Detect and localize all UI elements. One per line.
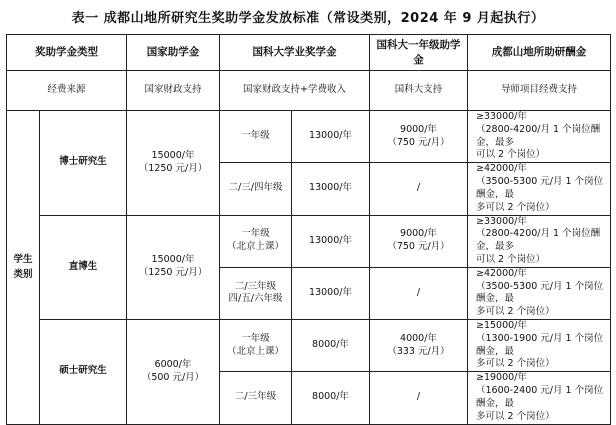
grade-cell: 一年级 <box>220 111 292 163</box>
scholarship-value: 13000/年 <box>292 111 370 163</box>
first-year-grant-value: / <box>370 267 468 319</box>
assistant-pay-value: ≥42000/年 （3500-5300 元/月 1 个岗位酬金，最 多可以 2 个岗位） <box>468 267 611 319</box>
assistant-pay-value: ≥19000/年 （1600-2400 元/月 1 个岗位酬金，最 多可以 2 个岗位） <box>468 372 611 424</box>
header-ucas-first-year: 国科大一年级助学金 <box>370 35 468 71</box>
table-title: 表一 成都山地所研究生奖助学金发放标准（常设类别，2024 年 9 月起执行） <box>71 11 545 26</box>
first-year-grant-value: / <box>370 163 468 215</box>
header-national-grant: 国家助学金 <box>127 35 220 71</box>
assistant-pay-value: ≥33000/年 （2800-4200/月 1 个岗位酬金，最多 可以 2 个岗位） <box>468 215 611 267</box>
national-grant-value: 15000/年 （1250 元/月） <box>127 215 220 320</box>
first-year-grant-value: 4000/年 （333 元/月） <box>370 320 468 372</box>
group-name: 博士研究生 <box>40 111 127 216</box>
grade-cell: 一年级 （北京上课） <box>220 215 292 267</box>
scholarship-table <box>6 34 611 425</box>
grade-cell: 二/三年级 四/五/六年级 <box>220 267 292 319</box>
assistant-pay-value: ≥15000/年 （1300-1900 元/月 1 个岗位酬金，最 多可以 2 个岗位） <box>468 320 611 372</box>
funding-ucas-first-year: 国科大支持 <box>370 71 468 111</box>
national-grant-value: 6000/年 （500 元/月） <box>127 320 220 425</box>
header-row <box>7 35 611 71</box>
funding-row <box>7 71 611 111</box>
scholarship-value: 13000/年 <box>292 267 370 319</box>
funding-label: 经费来源 <box>7 71 127 111</box>
scholarship-value: 13000/年 <box>292 215 370 267</box>
funding-national-grant: 国家财政支持 <box>127 71 220 111</box>
funding-chengdu-assistant: 导师项目经费支持 <box>468 71 611 111</box>
category-label: 学生 类别 <box>7 111 40 425</box>
national-grant-value: 15000/年 （1250 元/月） <box>127 111 220 216</box>
group-name: 直博生 <box>40 215 127 320</box>
header-ucas-scholarship: 国科大学业奖学金 <box>220 35 370 71</box>
scholarship-value: 8000/年 <box>292 372 370 424</box>
first-year-grant-value: 9000/年 （750 元/月） <box>370 215 468 267</box>
assistant-pay-value: ≥42000/年 （3500-5300 元/月 1 个岗位酬金，最 多可以 2 个岗位） <box>468 163 611 215</box>
grade-cell: 二/三年级 <box>220 372 292 424</box>
table-row <box>7 215 611 267</box>
assistant-pay-value: ≥33000/年 （2800-4200/月 1 个岗位酬金，最多 可以 2 个岗位） <box>468 111 611 163</box>
group-name: 硕士研究生 <box>40 320 127 425</box>
header-type: 奖助学金类型 <box>7 35 127 71</box>
table-row <box>7 111 611 163</box>
table-row <box>7 320 611 372</box>
header-chengdu-assistant: 成都山地所助研酬金 <box>468 35 611 71</box>
first-year-grant-value: 9000/年 （750 元/月） <box>370 111 468 163</box>
grade-cell: 二/三/四年级 <box>220 163 292 215</box>
scholarship-value: 8000/年 <box>292 320 370 372</box>
grade-cell: 一年级 （北京上课） <box>220 320 292 372</box>
funding-ucas-scholarship: 国家财政支持+学费收入 <box>220 71 370 111</box>
first-year-grant-value: / <box>370 372 468 424</box>
scholarship-value: 13000/年 <box>292 163 370 215</box>
